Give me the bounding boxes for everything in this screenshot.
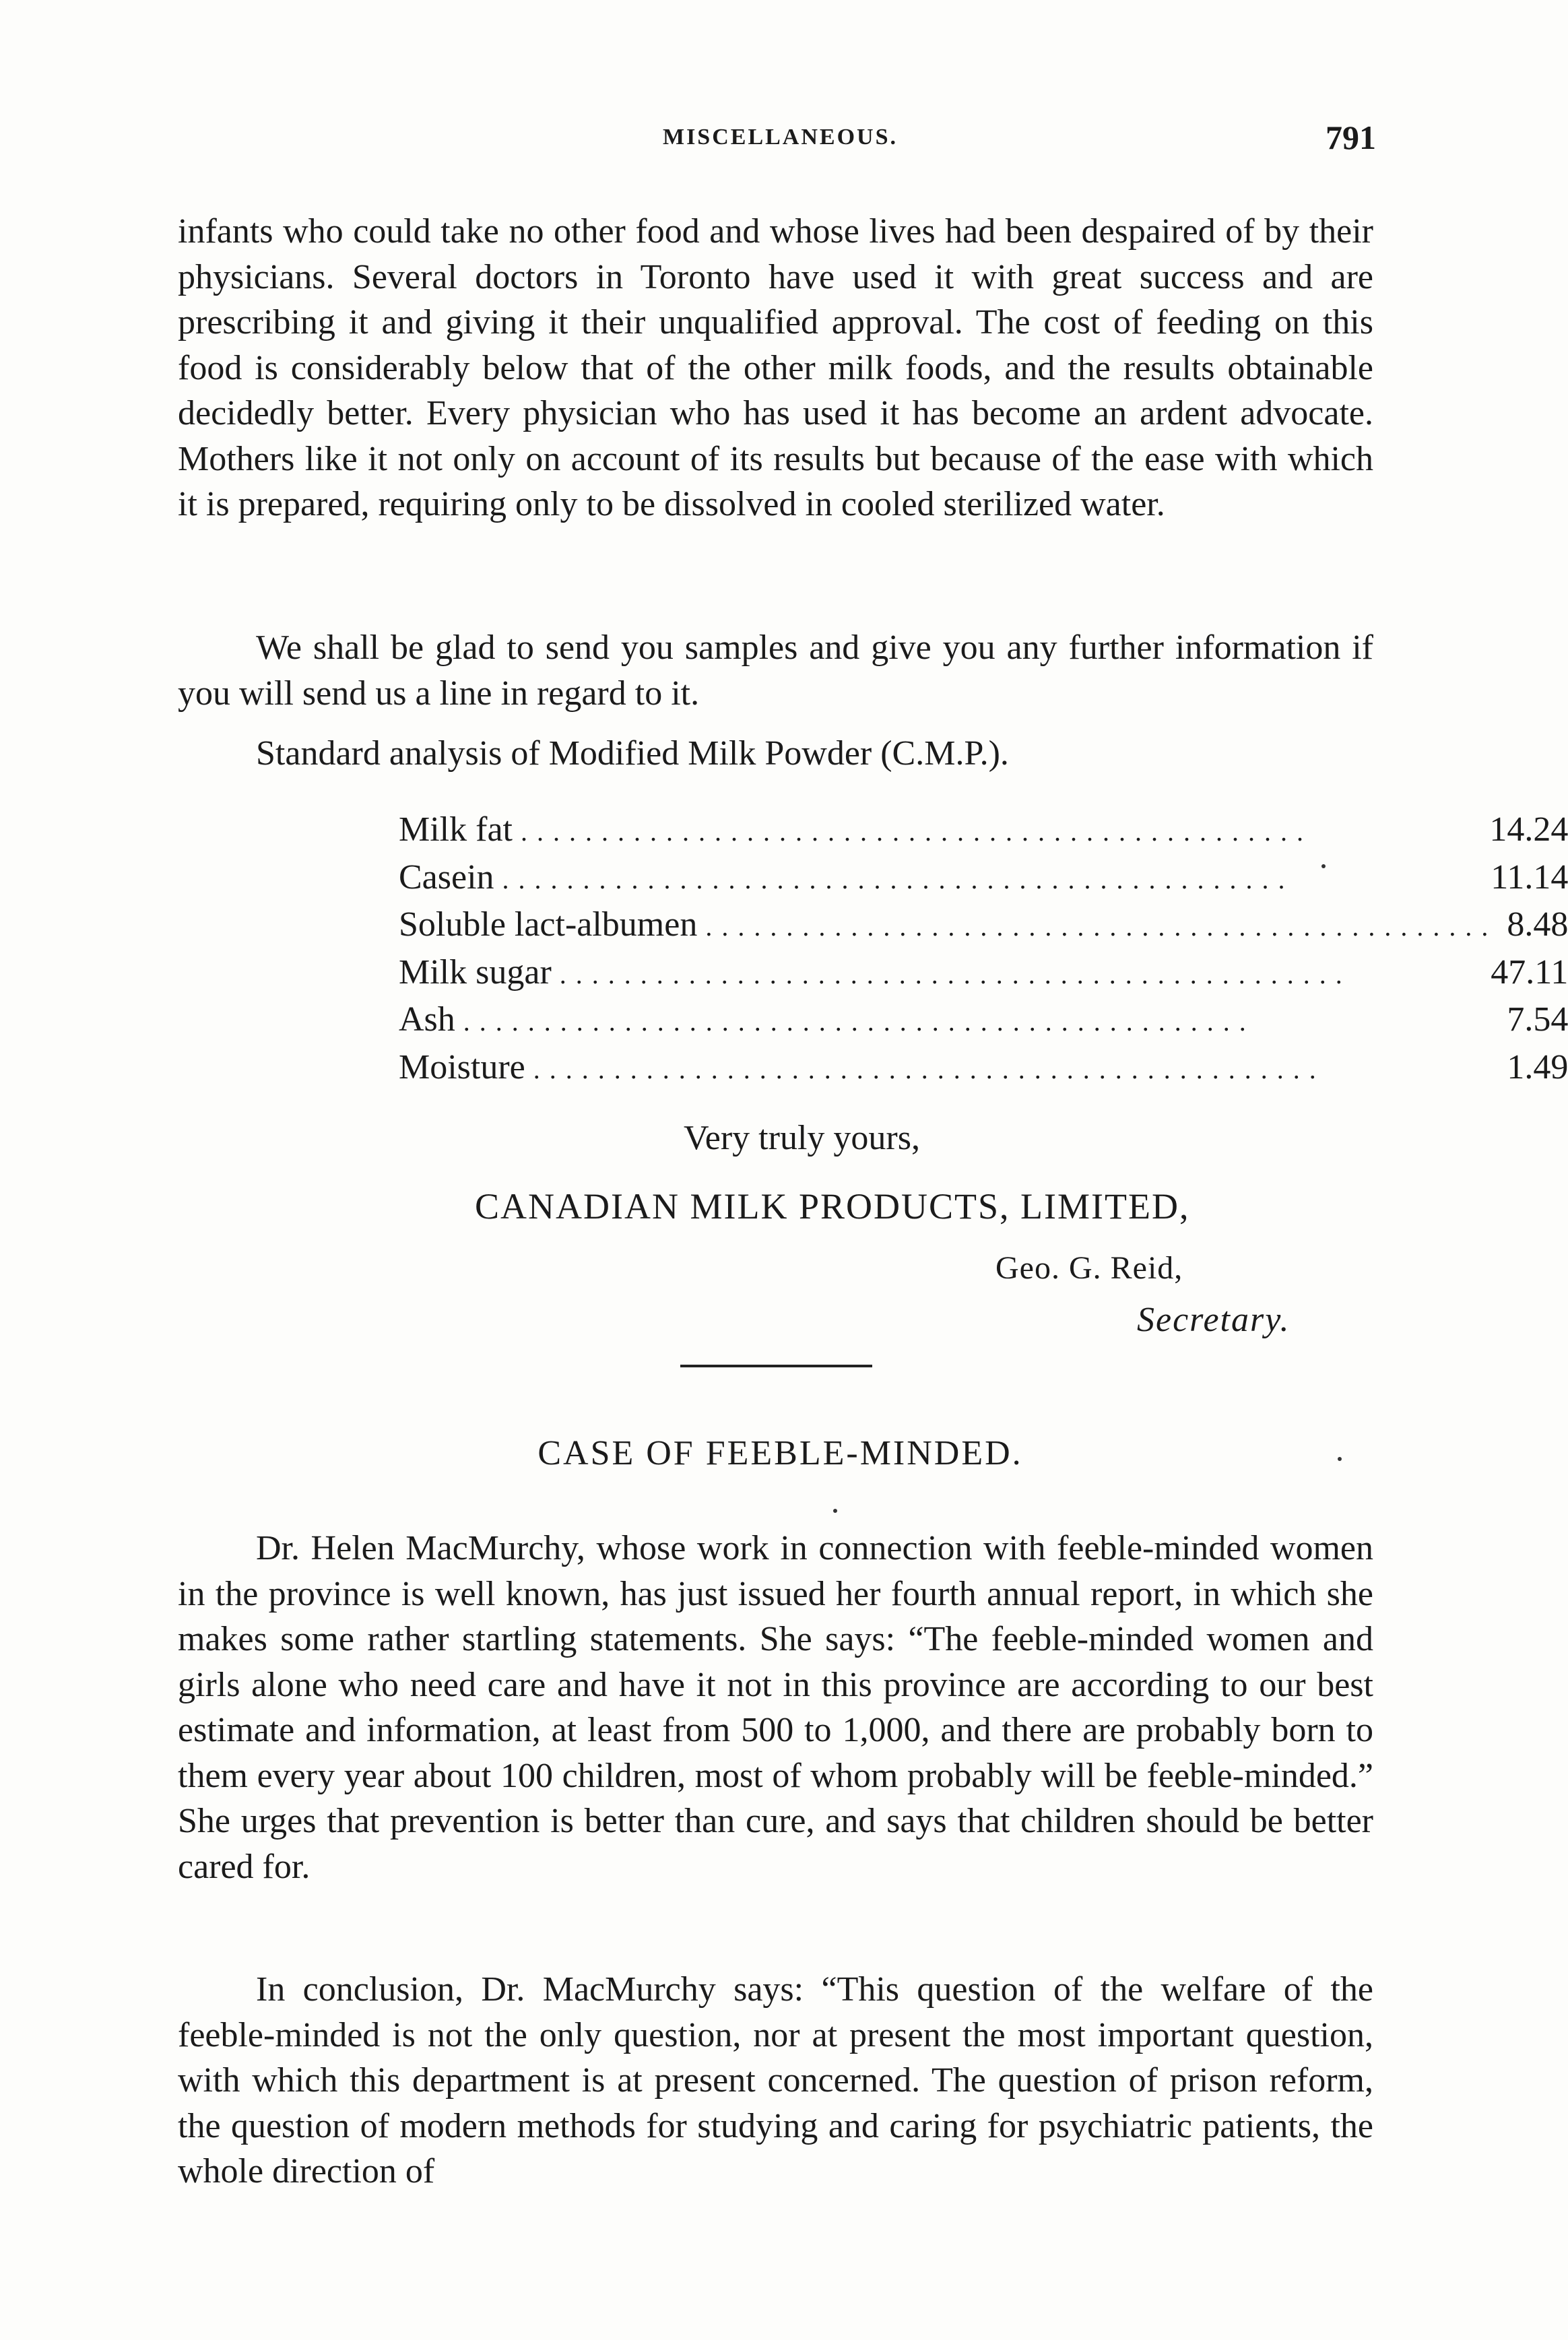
paragraph-1-container	[178, 209, 1373, 527]
analysis-caption: Standard analysis of Modified Milk Powder (C.M.P.).	[256, 734, 1009, 773]
paragraph-3: Dr. Helen MacMurchy, whose work in connection with feeble-minded women in the province is well known, has just issued her fourth annual report, in which she makes some rather startling statements. She says: “The feeble-minded women and girls alone who need care and have it not in this province are according to our best estimate and information, at least from 500 to 1,000, and there are probably born to them every year about 100 children, most of whom probably will be feeble-minded.” She urges that prevention is better than cure, and says that children should be better cared for.	[178, 1529, 1373, 1886]
print-speck	[833, 1509, 837, 1513]
analysis-value: 8.48	[1507, 905, 1568, 944]
section-heading: CASE OF FEEBLE-MINDED.	[537, 1434, 1023, 1472]
letter-closing: Very truly yours,	[684, 1119, 920, 1157]
analysis-row	[399, 950, 1568, 998]
analysis-row	[399, 855, 1568, 903]
analysis-row	[399, 1045, 1568, 1093]
paragraph-4: In conclusion, Dr. MacMurchy says: “This question of the welfare of the feeble-minded is not the only question, nor at present the most important question, with which this department is at present concerned. The question of prison reform, the question of modern methods for studying and caring for psychiatric patients, the whole direction of	[178, 1970, 1373, 2190]
paragraph-4-container	[178, 1967, 1373, 2195]
print-speck	[1338, 1457, 1342, 1461]
analysis-label: Soluble lact-albumen	[399, 905, 698, 944]
analysis-label: Casein	[399, 857, 494, 897]
page-number: 791	[1326, 119, 1376, 156]
analysis-value: 47.11	[1491, 952, 1568, 992]
analysis-value: 7.54	[1507, 1000, 1568, 1039]
analysis-row	[399, 997, 1568, 1045]
print-speck	[1321, 864, 1326, 868]
paragraph-2-container	[178, 625, 1373, 716]
analysis-label: Moisture	[399, 1047, 525, 1086]
analysis-label: Milk sugar	[399, 952, 552, 992]
paragraph-1: infants who could take no other food and whose lives had been despaired of by their physicians. Several doctors in Toronto have used it with great success and are prescribing it and giving it their unqualified approval. The cost of feeding on this food is considerably below that of the other milk foods, and the results obtainable decidedly better. Every physician who has used it has become an ardent advocate. Mothers like it not only on account of its results but because of the ease with which it is prepared, requiring only to be dissolved in cooled sterilized water.	[178, 212, 1373, 523]
paragraph-3-container	[178, 1526, 1373, 1889]
analysis-label: Milk fat	[399, 810, 513, 849]
signer-name: Geo. G. Reid,	[995, 1250, 1183, 1286]
running-title: MISCELLANEOUS.	[662, 125, 898, 150]
analysis-row	[399, 807, 1568, 855]
analysis-value: 11.14	[1491, 857, 1568, 897]
analysis-table	[399, 807, 1568, 1092]
analysis-row	[399, 902, 1568, 950]
section-divider	[680, 1365, 872, 1367]
company-name: CANADIAN MILK PRODUCTS, LIMITED,	[475, 1186, 1190, 1227]
analysis-value: 14.24	[1489, 810, 1568, 849]
signer-title: Secretary.	[1137, 1301, 1291, 1339]
analysis-label: Ash	[399, 1000, 455, 1039]
analysis-value: 1.49	[1507, 1047, 1568, 1086]
running-head	[0, 118, 1561, 165]
paragraph-2: We shall be glad to send you samples and give you any further information if you will send us a line in regard to it.	[178, 628, 1373, 713]
